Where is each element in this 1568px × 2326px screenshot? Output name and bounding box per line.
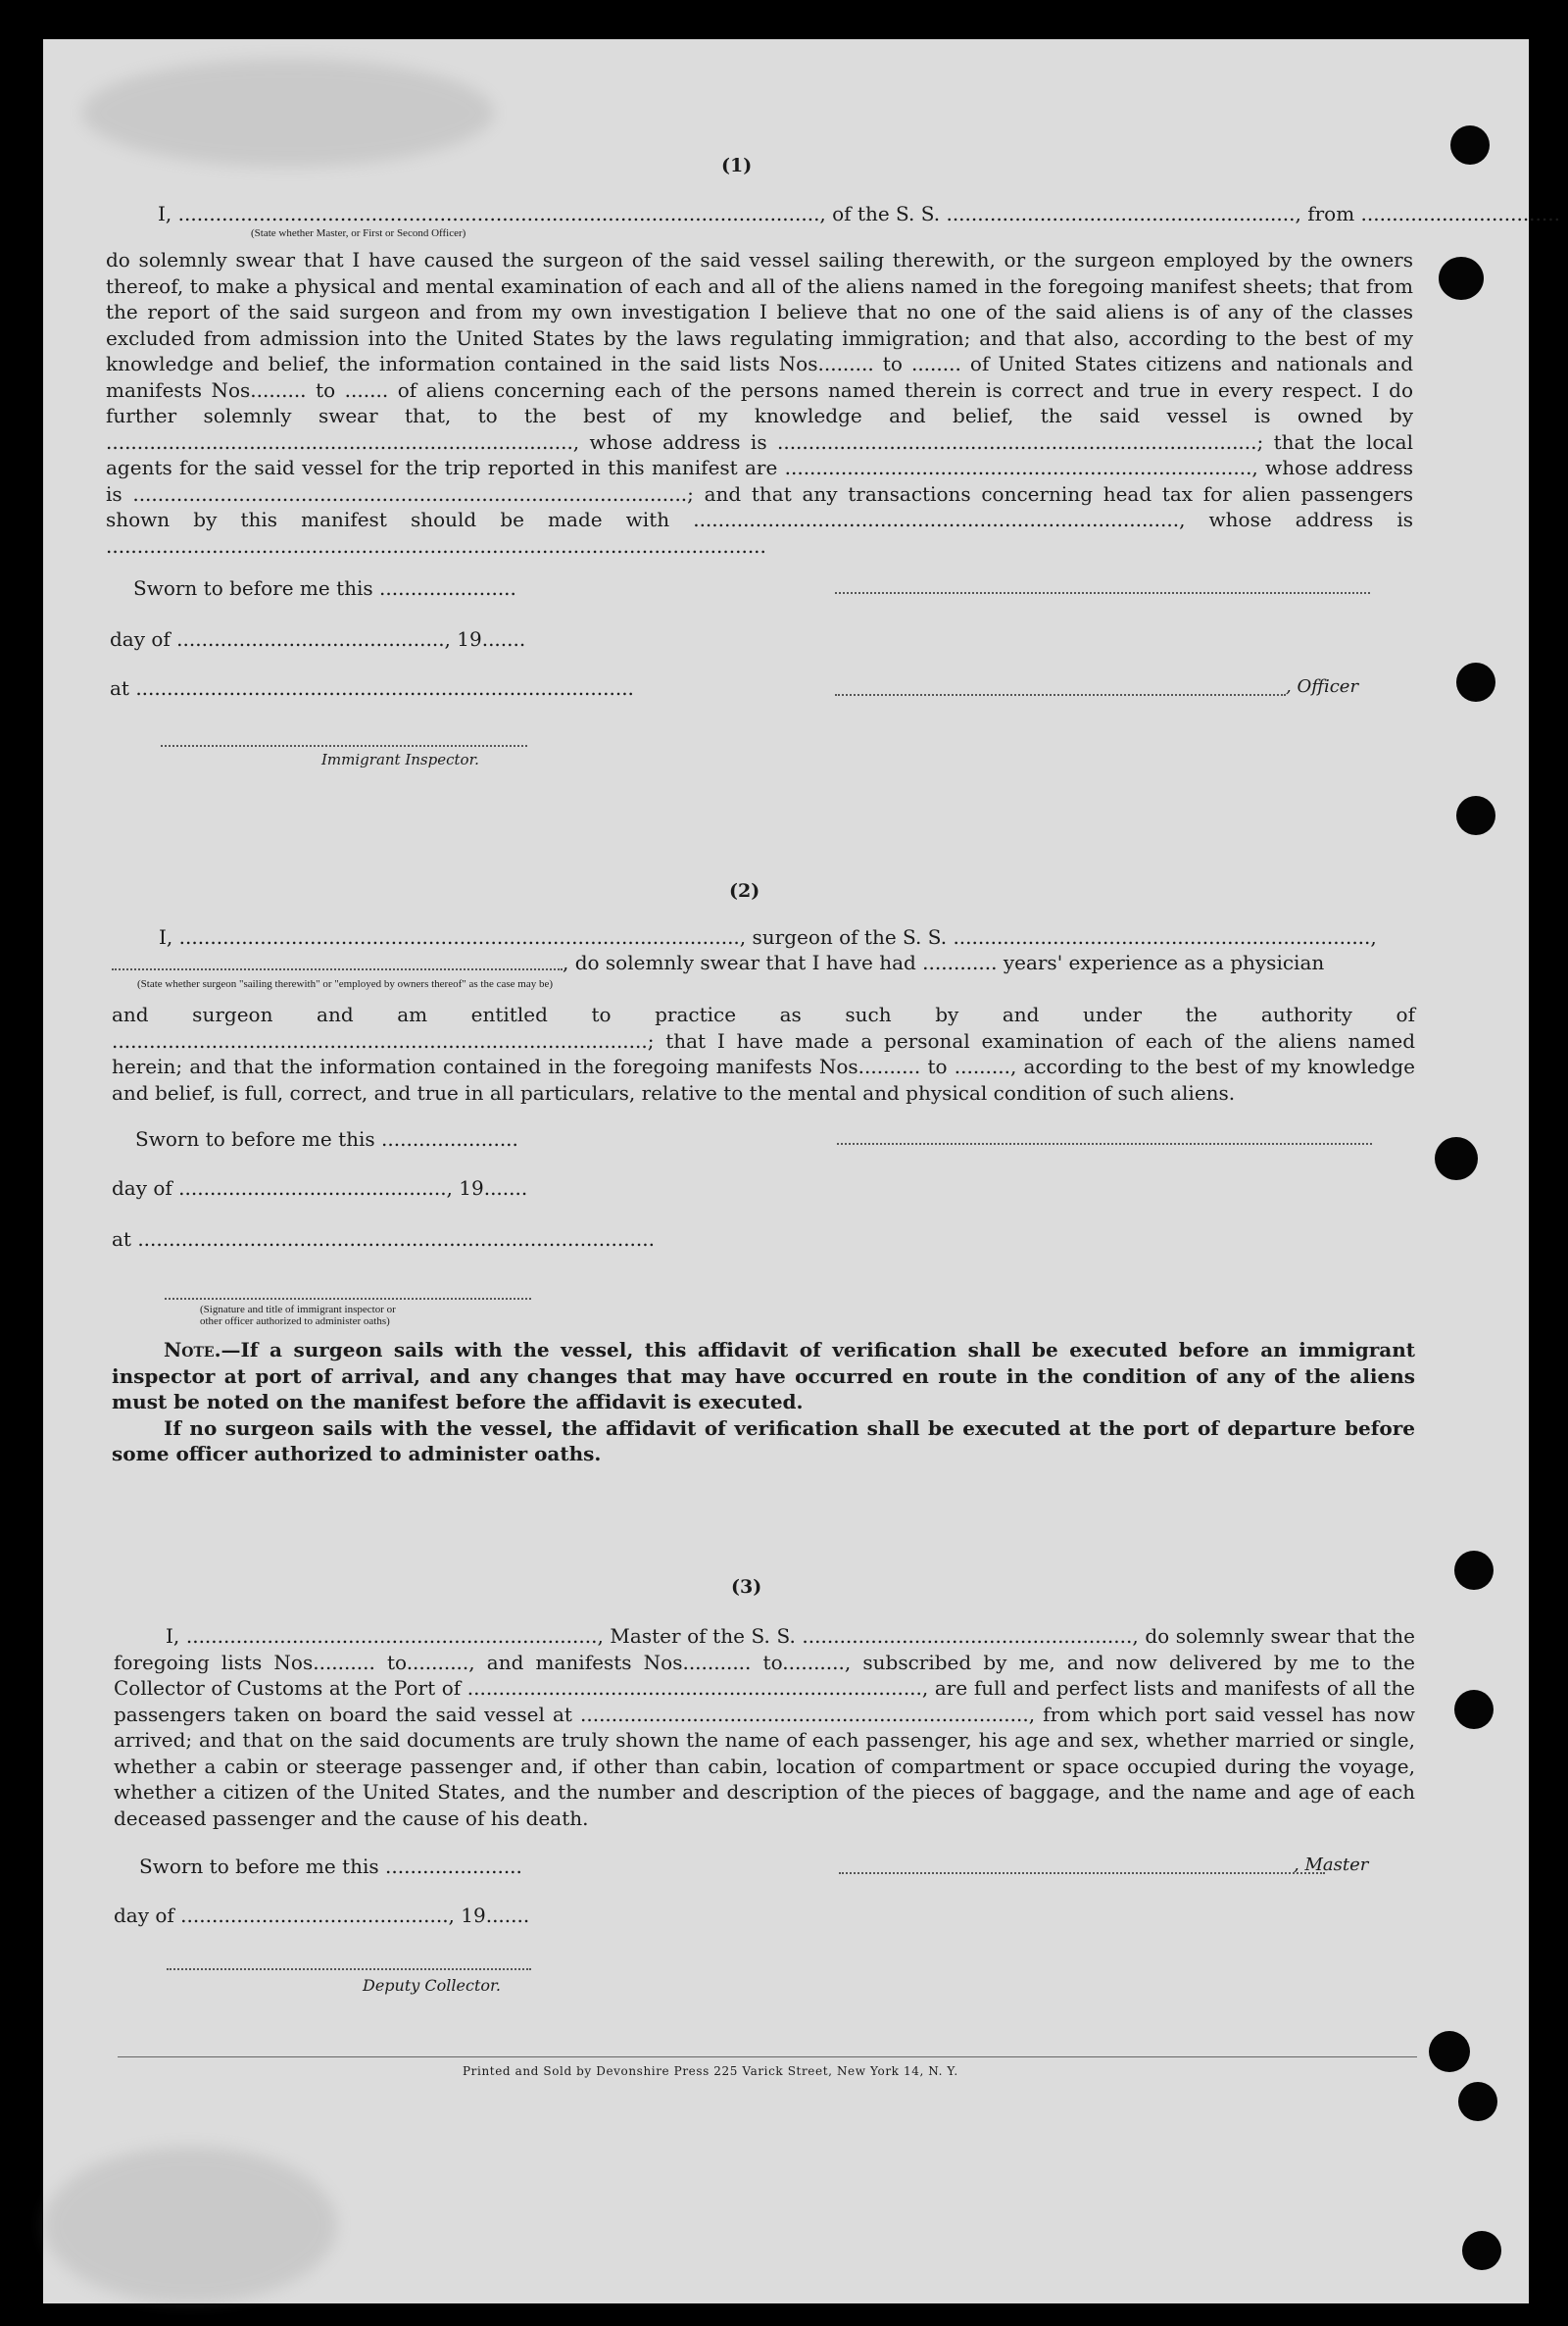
section-3-body-text: I, .................................................................., Master of the S. S. ....................................................., do solemnly swear that the foregoing lists Nos.......... to.........., and manifests Nos........... to.........., subscribed by me, and now delivered by me to the Collector of Customs at the Port of ........................................................................., are full and perfect lists and manifests of all the passengers taken on board the said vessel at ........................................................................, from which port said vessel has now arrived; and that on the said documents are truly shown the name of each passenger, his age and sex, whether married or single, whether a cabin or steerage passenger and, if other than cabin, location of compartment or space occupied during the voyage, whether a citizen of the United States, and the number and description of the pieces of baggage, and the name and age of each deceased passenger and the cause of his death.: [114, 1624, 1415, 1830]
binder-hole: [1454, 1551, 1494, 1590]
binder-hole: [1462, 2231, 1501, 2270]
section-2-body: and surgeon and am entitled to practice as such by and under the authority of ......................................................................................; that I have made a personal examination of each of the aliens named herein; and that the information contained in the foregoing manifests Nos.......... to ........., according to the best of my knowledge and belief, is full, correct, and true in all particulars, relative to the mental and physical condition of such aliens.: [112, 1003, 1415, 1105]
binder-hole: [1456, 796, 1495, 835]
section-2-number: (2): [729, 880, 760, 902]
section-1-inspector-line: [161, 745, 527, 747]
binder-hole: [1439, 257, 1484, 300]
section-3-number: (3): [731, 1576, 762, 1598]
section-1-signature-line: [835, 592, 1370, 594]
bleed-through-footer: [43, 2147, 337, 2303]
section-1-number: (1): [721, 155, 753, 176]
section-1-at: at ................................................................................: [110, 676, 634, 700]
section-3-day-of: day of ..........................................., 19.......: [114, 1904, 530, 1927]
surgeon-hint: (State whether surgeon "sailing therewith" or "employed by owners thereof" as the case may be): [137, 978, 554, 990]
section-1-sworn: Sworn to before me this ......................: [133, 576, 516, 600]
master-label: , Master: [1294, 1855, 1369, 1875]
master-signature-line: [839, 1872, 1325, 1874]
collector-signature-line: [167, 1968, 531, 1970]
inspector-hint-1: (Signature and title of immigrant inspector or: [200, 1304, 396, 1315]
section-3-body: [114, 1623, 1415, 1831]
section-1-body: do solemnly swear that I have caused the surgeon of the said vessel sailing therewith, or the surgeon employed by the owners thereof, to make a physical and mental examination of each and all of the aliens named in the foregoing manifest sheets; that from the report of the said surgeon and from my own investigation I believe that no one of the said aliens is of any of the classes excluded from admission into the United States by the laws regulating immigration; and that also, according to the best of my knowledge and belief, the information contained in the said lists Nos......... to ........ of United States citizens and nationals and manifests Nos......... to ....... of aliens concerning each of the persons named therein is correct and true in every respect. I do further solemnly swear that, to the best of my knowledge and belief, the said vessel is owned by ..........................................................................., whose address is .............................................................................; that the local agents for the said vessel for the trip reported in this manifest are ..........................................................................., whose address is .........................................................................................; and that any transactions concerning head tax for alien passengers shown by this manifest should be made with .............................................................................., whose address is ..........................................................................................................: [106, 248, 1413, 558]
section-3-sworn: Sworn to before me this ......................: [139, 1855, 522, 1878]
binder-hole: [1450, 125, 1490, 165]
manifest-page: [43, 39, 1560, 2303]
binder-hole: [1458, 2082, 1497, 2121]
section-2-first-line: I, .........................................................................................., surgeon of the S. S. ...................................................................,: [159, 925, 1377, 949]
binder-hole: [1435, 1137, 1478, 1180]
section-1-officer-line: [835, 694, 1286, 696]
collector-label: Deputy Collector.: [363, 1976, 501, 1995]
bleed-through-header: [82, 59, 494, 167]
section-1-day-of: day of ..........................................., 19.......: [110, 627, 526, 651]
note-block: [112, 1337, 1415, 1467]
note-2: If no surgeon sails with the vessel, the affidavit of verification shall be executed at the port of departure before some officer authorized to administer oaths.: [112, 1415, 1415, 1465]
inspector-label-1: Immigrant Inspector.: [321, 751, 479, 768]
section-1-first-line: I, ......................................................................................................., of the S. S. ........................................................, from ................................: [158, 202, 1560, 225]
footer-rule: [118, 2056, 1417, 2057]
binder-hole: [1429, 2031, 1470, 2072]
binder-hole: [1456, 663, 1495, 702]
printer-footer: Printed and Sold by Devonshire Press 225 Varick Street, New York 14, N. Y.: [463, 2064, 958, 2078]
note-1: —If a surgeon sails with the vessel, this affidavit of verification shall be executed before an immigrant inspector at port of arrival, and any changes that may have occurred en route in the condition of any of the aliens must be noted on the manifest before the affidavit is executed.: [112, 1338, 1415, 1413]
inspector-hint-2: other officer authorized to administer oaths): [200, 1315, 390, 1327]
section-2-sworn: Sworn to before me this ......................: [135, 1127, 518, 1151]
section-2-second-line: , do solemnly swear that I have had ............ years' experience as a physician: [563, 951, 1325, 974]
officer-hint: (State whether Master, or First or Second Officer): [251, 227, 466, 239]
binder-hole: [1454, 1690, 1494, 1729]
section-2-at: at ...................................................................................: [112, 1227, 655, 1251]
section-2-signature-line: [837, 1143, 1372, 1145]
note-label: Note.: [164, 1338, 221, 1361]
section-2-day-of: day of ..........................................., 19.......: [112, 1176, 528, 1200]
surgeon-status-line: [112, 968, 563, 970]
officer-label: , Officer: [1286, 676, 1359, 697]
section-2-inspector-line: [165, 1298, 531, 1300]
